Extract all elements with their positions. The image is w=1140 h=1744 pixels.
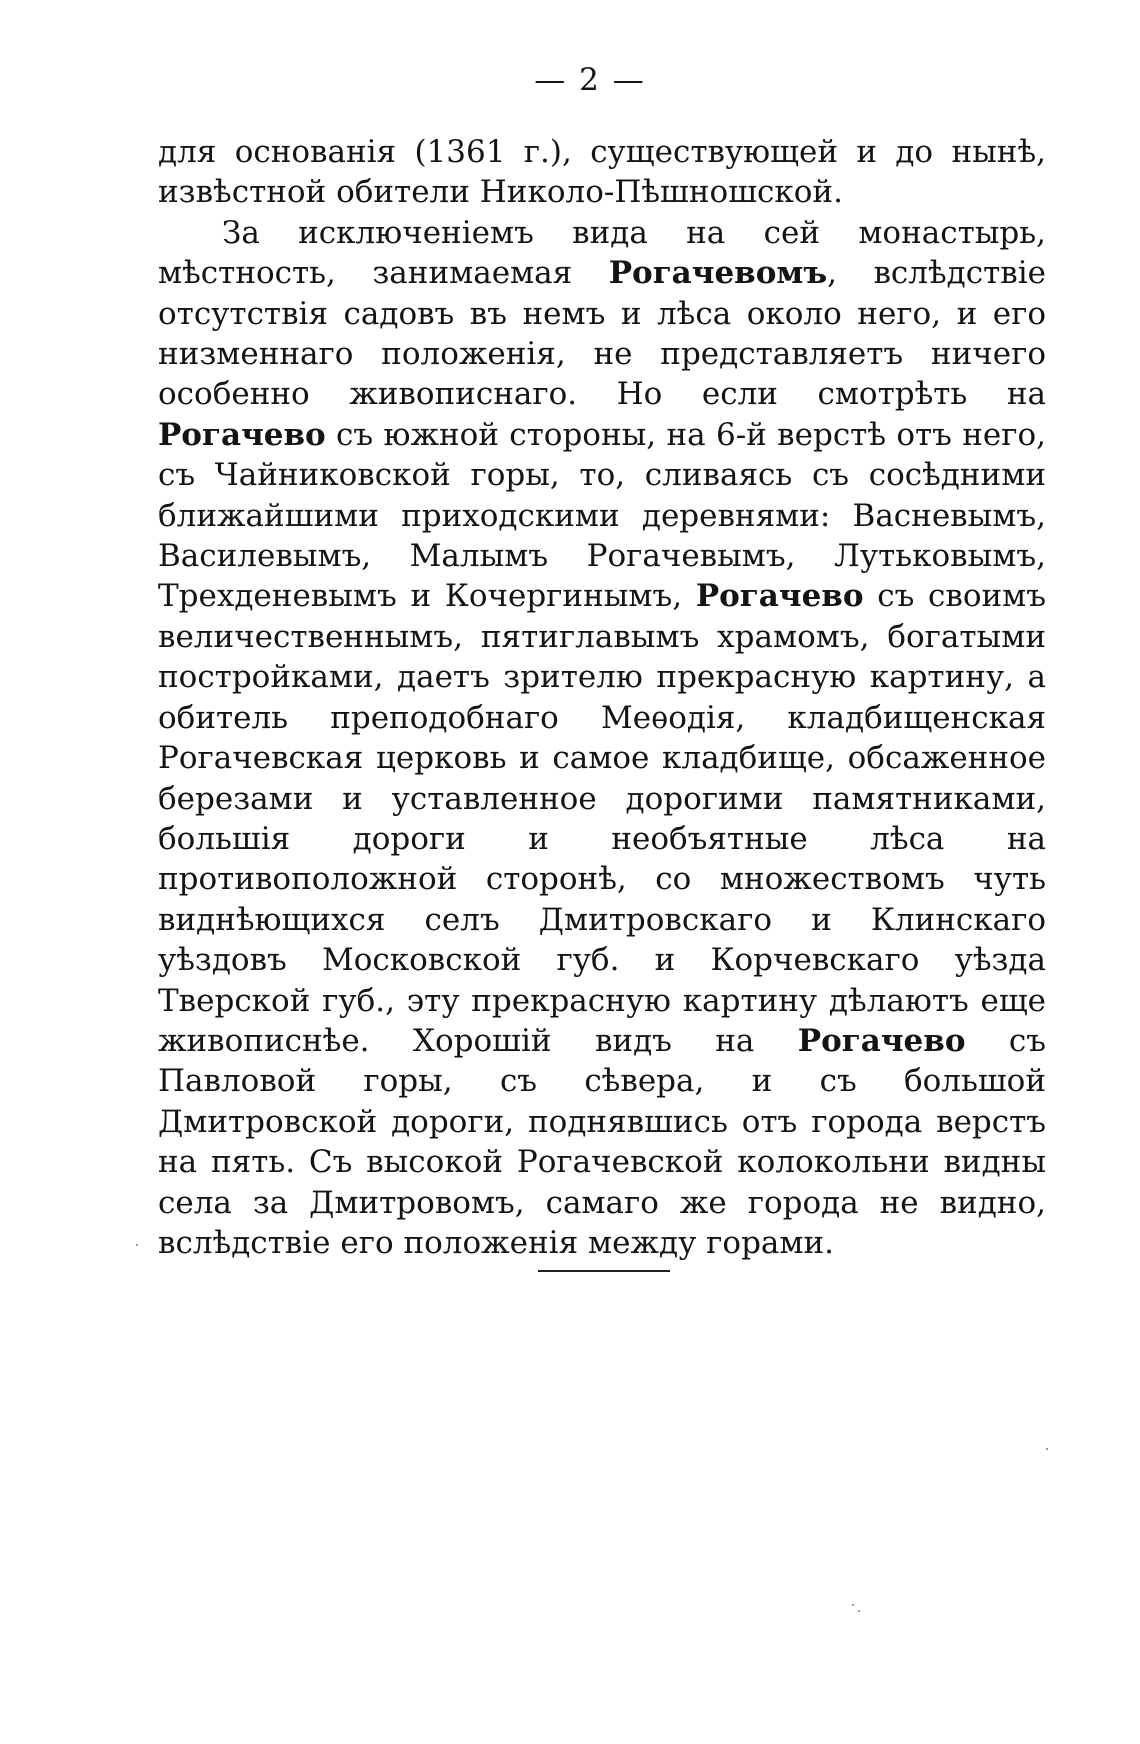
paragraph-2-text-4: съ своимъ величественнымъ, пятиглавымъ храмомъ, богатыми постройками, даетъ зрителю прекрасную картину, а обитель преподобнаго Меѳодія, кладбищенская Рогачевская церковь и самое кладбище, обсаженное березами и уставленное дорогими памятниками, большія дороги и необъятные лѣса на противоположной сторонѣ, со множествомъ чуть виднѣющихся селъ Дмитровскаго и Клинскаго уѣздовъ Московской губ. и Корчевскаго уѣзда Тверской губ., эту прекрасную картину дѣлаютъ еще живописнѣе. Хорошій видъ на xyxy=(158,578,1046,1059)
scan-speck xyxy=(852,1604,854,1606)
paragraph-2-text-5: съ Павловой горы, съ сѣвера, и съ большой Дмитровской дороги, поднявшись отъ города верстъ на пять. Съ высокой Рогачевской колокольни видны села за Дмитровомъ, самаго же города не видно, вслѣдствіе его положенія между горами. xyxy=(158,1022,1046,1261)
scan-speck xyxy=(136,1244,138,1246)
paragraph-2-text-3: съ южной стороны, на 6-й верстѣ отъ него, съ Чайниковской горы, то, сливаясь съ сосѣдними ближайшими приходскими деревнями: Васневымъ, Василевымъ, Малымъ Рогачевымъ, Лутьковымъ, Трехденевымъ и Кочергинымъ, xyxy=(158,416,1046,615)
scan-speck xyxy=(1046,1448,1048,1450)
paragraph-2 xyxy=(158,213,1046,1264)
bold-place-name-3: Рогачево xyxy=(695,578,864,615)
bold-place-name-4: Рогачево xyxy=(797,1022,966,1059)
paragraph-1-text: для основанія (1361 г.), существующей и до нынѣ, извѣстной обители Николо-Пѣшношской. xyxy=(158,134,1046,211)
page-number: — 2 — xyxy=(534,62,646,98)
paragraph-2-text-1: За исключеніемъ вида на сей монастырь, мѣстность, занимаемая xyxy=(158,214,1046,292)
scan-speck xyxy=(858,1610,860,1612)
body-text xyxy=(158,132,1046,1263)
bold-place-name-1: Рогачевомъ xyxy=(608,255,828,292)
paragraph-1 xyxy=(158,132,1046,213)
end-divider xyxy=(538,1270,670,1272)
bold-place-name-2: Рогачево xyxy=(158,416,326,453)
paragraph-2-text-2: , вслѣдствіе отсутствія садовъ въ немъ и лѣса около него, и его низменнаго положенія, не представляетъ ничего особенно живописнаго. Но если смотрѣть на xyxy=(158,255,1046,413)
